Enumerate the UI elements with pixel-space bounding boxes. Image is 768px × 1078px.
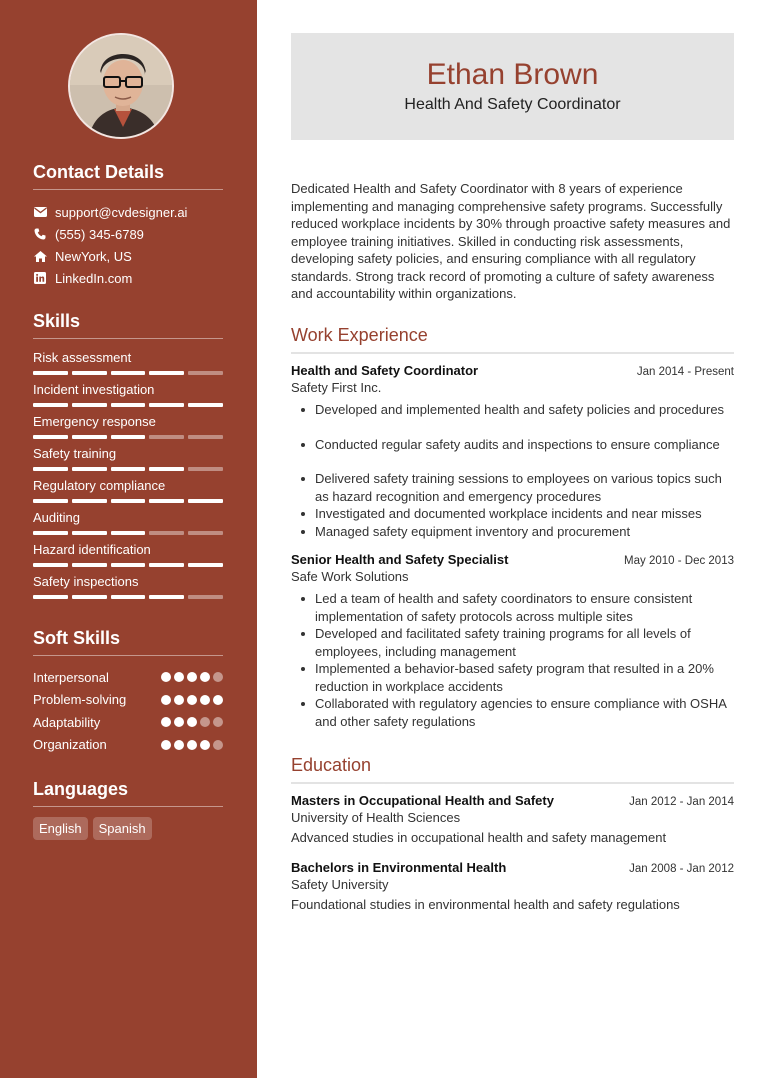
work-experience-heading: Work Experience (291, 325, 734, 354)
skill-level-segment (111, 371, 146, 375)
skill-item (33, 381, 223, 407)
skill-item (33, 509, 223, 535)
soft-skill-name: Problem-solving (33, 692, 127, 708)
job-bullet: Developed and implemented health and safety policies and procedures (315, 401, 734, 419)
rating-dot (161, 672, 171, 682)
skill-level-segment (188, 435, 223, 439)
rating-dot (187, 672, 197, 682)
rating-dot (161, 695, 171, 705)
job-bullets (315, 401, 734, 540)
school-name: Safety University (291, 877, 389, 892)
skill-name: Regulatory compliance (33, 478, 166, 493)
job-company: Safe Work Solutions (291, 569, 409, 584)
job-company: Safety First Inc. (291, 380, 382, 395)
soft-skill-item (33, 689, 223, 712)
skill-level-segment (111, 531, 146, 535)
soft-skill-name: Interpersonal (33, 669, 109, 685)
skill-level-segment (188, 371, 223, 375)
skill-name: Safety inspections (33, 574, 139, 589)
skill-level-bar (33, 371, 223, 375)
skill-level-segment (33, 403, 68, 407)
job-bullet: Managed safety equipment inventory and procurement (315, 523, 734, 541)
contact-linkedin[interactable] (33, 267, 223, 289)
school-name: University of Health Sciences (291, 810, 461, 825)
language-tag: Spanish (93, 817, 152, 840)
skill-level-segment (72, 403, 107, 407)
skill-item (33, 349, 223, 375)
skill-level-segment (149, 531, 184, 535)
rating-dot (213, 740, 223, 750)
skill-name: Risk assessment (33, 350, 132, 365)
skill-name: Hazard identification (33, 542, 151, 557)
skill-item (33, 413, 223, 439)
rating-dot (187, 695, 197, 705)
skill-level-segment (33, 531, 68, 535)
skill-level-segment (188, 403, 223, 407)
rating-dot (200, 695, 210, 705)
job-date: May 2010 - Dec 2013 (624, 555, 734, 567)
soft-skill-name: Adaptability (33, 714, 101, 730)
skill-level-segment (33, 499, 68, 503)
skill-level-segment (149, 595, 184, 599)
skill-name: Auditing (33, 510, 80, 525)
skill-level-segment (188, 531, 223, 535)
skill-level-segment (72, 531, 107, 535)
soft-skills-heading: Soft Skills (33, 628, 223, 656)
resume-header (291, 33, 734, 140)
skill-item (33, 541, 223, 567)
languages-section (33, 779, 223, 840)
skill-level-bar (33, 531, 223, 535)
skill-level-segment (72, 563, 107, 567)
rating-dot (187, 740, 197, 750)
education-description: Advanced studies in occupational health and safety management (291, 830, 667, 845)
education-date: Jan 2012 - Jan 2014 (629, 796, 734, 808)
rating-dot (161, 740, 171, 750)
skill-level-segment (72, 435, 107, 439)
skill-level-segment (33, 371, 68, 375)
education-heading: Education (291, 755, 734, 784)
skill-level-segment (111, 467, 146, 471)
skill-item (33, 477, 223, 503)
education-description: Foundational studies in environmental health and safety regulations (291, 897, 680, 912)
skill-level-segment (188, 595, 223, 599)
skill-level-segment (149, 371, 184, 375)
skill-level-segment (111, 595, 146, 599)
rating-dot (213, 672, 223, 682)
soft-skills-list (33, 666, 223, 756)
languages-heading: Languages (33, 779, 223, 807)
rating-dot (161, 717, 171, 727)
contact-phone[interactable] (33, 223, 223, 245)
candidate-name: Ethan Brown (426, 58, 599, 91)
job-date: Jan 2014 - Present (636, 366, 734, 378)
contact-location-text: NewYork, US (55, 248, 132, 264)
contact-email-text: support@cvdesigner.ai (55, 204, 188, 220)
skill-level-bar (33, 499, 223, 503)
contact-linkedin-text: LinkedIn.com (55, 270, 133, 286)
soft-skill-item (33, 711, 223, 734)
skill-level-bar (33, 563, 223, 567)
soft-skill-rating (161, 695, 223, 705)
soft-skill-item (33, 666, 223, 689)
skill-level-segment (33, 467, 68, 471)
rating-dot (213, 717, 223, 727)
soft-skill-rating (161, 717, 223, 727)
job-bullet: Implemented a behavior-based safety program that resulted in a 20% reduction in workplace accidents (315, 660, 734, 695)
education-entry (291, 860, 734, 912)
skill-level-segment (111, 435, 146, 439)
rating-dot (200, 717, 210, 727)
skill-level-segment (111, 563, 146, 567)
soft-skill-name: Organization (33, 737, 107, 753)
skills-section (33, 311, 223, 605)
skill-item (33, 445, 223, 471)
skill-level-bar (33, 403, 223, 407)
job-title: Health and Safety Coordinator (291, 363, 479, 378)
skill-level-segment (72, 467, 107, 471)
rating-dot (187, 717, 197, 727)
rating-dot (174, 717, 184, 727)
rating-dot (174, 740, 184, 750)
contact-phone-text: (555) 345-6789 (55, 226, 144, 242)
phone-icon (33, 227, 47, 241)
skill-item (33, 573, 223, 599)
contact-location (33, 245, 223, 267)
skill-level-segment (72, 371, 107, 375)
soft-skill-rating (161, 672, 223, 682)
skill-level-bar (33, 595, 223, 599)
skill-level-segment (111, 403, 146, 407)
contact-section (33, 162, 223, 289)
skills-heading: Skills (33, 311, 223, 339)
skill-name: Emergency response (33, 414, 156, 429)
skill-level-segment (33, 595, 68, 599)
skill-level-segment (111, 499, 146, 503)
skills-list (33, 349, 223, 599)
skill-level-segment (149, 499, 184, 503)
skill-level-segment (149, 435, 184, 439)
job-bullet: Delivered safety training sessions to employees on various topics such as hazard recognition and emergency procedures (315, 470, 734, 505)
job-bullet: Led a team of health and safety coordinators to ensure consistent implementation of safety protocols across multiple sites (315, 590, 734, 625)
profile-photo (68, 33, 174, 139)
skill-level-segment (33, 563, 68, 567)
soft-skill-rating (161, 740, 223, 750)
job-bullet: Investigated and documented workplace incidents and near misses (315, 505, 734, 523)
skill-level-segment (149, 467, 184, 471)
degree-title: Bachelors in Environmental Health (291, 860, 507, 875)
contact-heading: Contact Details (33, 162, 223, 190)
envelope-icon (33, 205, 47, 219)
languages-list (33, 817, 223, 840)
job-entry (291, 363, 734, 540)
home-icon (33, 249, 47, 263)
education-entry (291, 793, 734, 845)
soft-skills-section (33, 628, 223, 756)
language-tag: English (33, 817, 88, 840)
profile-summary: Dedicated Health and Safety Coordinator with 8 years of experience implementing and managing comprehensive safety programs. Successfully reduced workplace incidents by 30% through proactive safety measures and employee training initiatives. Skilled in conducting risk assessments, developing safety policies, and ensuring compliance with all regulatory standards. Strong track record of promoting a culture of safety awareness and accountability within organizations. (291, 181, 731, 301)
job-bullet: Collaborated with regulatory agencies to ensure compliance with OSHA and other safety regulations (315, 695, 734, 730)
skill-level-bar (33, 435, 223, 439)
skill-name: Incident investigation (33, 382, 155, 397)
job-entry (291, 552, 734, 730)
education-date: Jan 2008 - Jan 2012 (629, 863, 734, 875)
skill-level-bar (33, 467, 223, 471)
job-bullet: Conducted regular safety audits and inspections to ensure compliance (315, 436, 734, 454)
rating-dot (213, 695, 223, 705)
rating-dot (200, 740, 210, 750)
job-bullet: Developed and facilitated safety training programs for all levels of employees, including management (315, 625, 734, 660)
soft-skill-item (33, 734, 223, 757)
skill-level-segment (33, 435, 68, 439)
rating-dot (174, 695, 184, 705)
rating-dot (200, 672, 210, 682)
contact-email[interactable] (33, 201, 223, 223)
sidebar (0, 0, 257, 1078)
degree-title: Masters in Occupational Health and Safety (291, 793, 554, 808)
skill-level-segment (149, 403, 184, 407)
skill-level-segment (72, 499, 107, 503)
skill-level-segment (188, 467, 223, 471)
skill-level-segment (72, 595, 107, 599)
candidate-title: Health And Safety Coordinator (404, 96, 621, 113)
skill-name: Safety training (33, 446, 117, 461)
linkedin-icon (33, 271, 47, 285)
skill-level-segment (149, 563, 184, 567)
skill-level-segment (188, 499, 223, 503)
job-title: Senior Health and Safety Specialist (291, 552, 509, 567)
rating-dot (174, 672, 184, 682)
skill-level-segment (188, 563, 223, 567)
job-bullets (315, 590, 734, 730)
